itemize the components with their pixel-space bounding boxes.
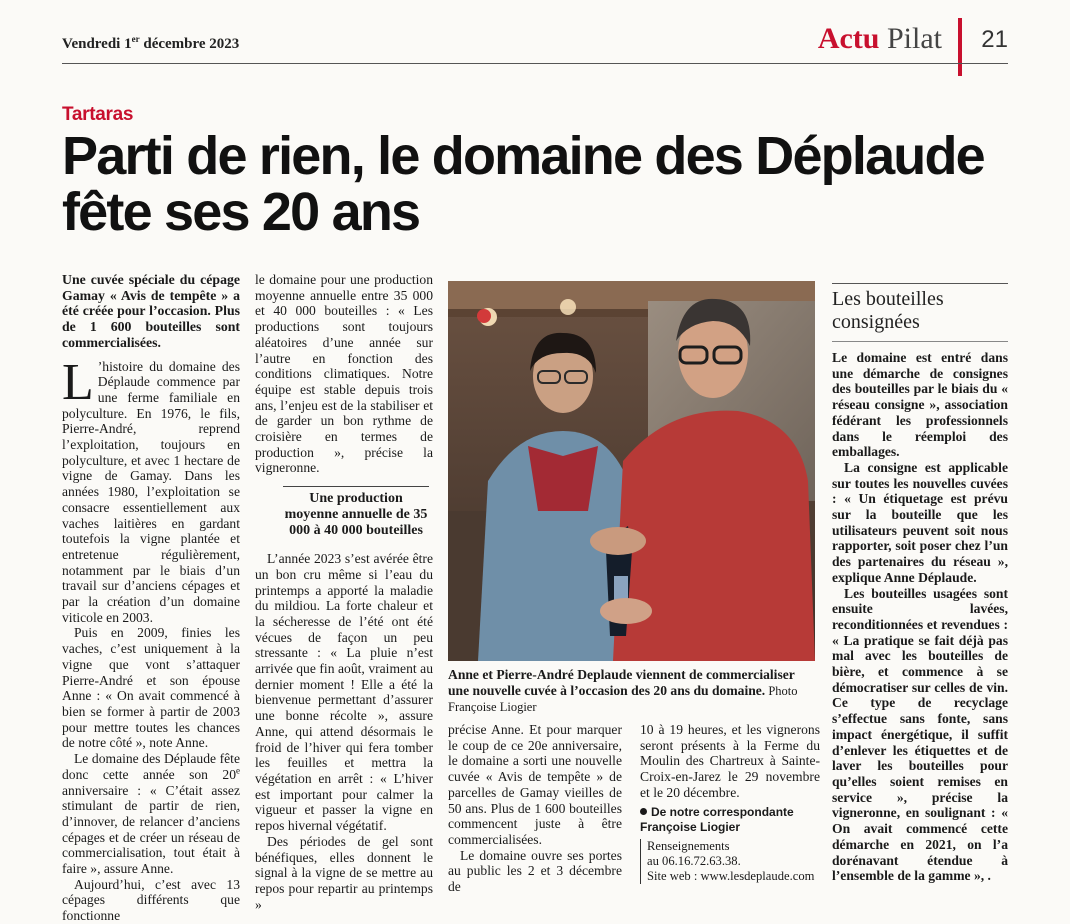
article-photo: [448, 281, 815, 661]
paragraph: Des périodes de gel sont bénéfiques, elles donnent le signal à la vigne de se mettre au repos pour repartir au printemps »: [255, 833, 433, 912]
paragraph: L’année 2023 s’est avérée être un bon cru même si l’eau du printemps a apporté la maladie du mildiou. La forte chaleur et la sécheresse de l’été ont été vécues de façon un peu stressante : « La pluie n’est arrivée que fin août, vraiment au dernier moment ! Elle a été la bienvenue permettant d’assurer une bonne récolte », assure Anne, qui attend désormais le froid de l’hiver qui fera tomber les feuilles et mettra la végétation en arrêt : « L’hiver est important pour calmer la vigueur et passer la vigne en repos hivernal végétatif.: [255, 551, 433, 834]
page-number: 21: [981, 26, 1008, 53]
rubric-actu: Actu: [817, 22, 880, 55]
paragraph: précise Anne. Et pour marquer le coup de ce 20e anniversaire, le domaine a sorti une nouvelle cuvée « Avis de tempête » de parcelles de Gamay vieilles de 50 ans. Plus de 1 600 bouteilles commencent juste à être commercialisées.: [448, 722, 622, 847]
article-kicker: Tartaras: [62, 104, 134, 125]
sidebar-title: Les bouteilles consignées: [832, 288, 944, 333]
paragraph: Puis en 2009, finies les vaches, c’est uniquement à la vigne que vont s’attaquer Pierre-André et son épouse Anne : « On avait commencé à bien se former à partir de 2003 pour mettre toutes les chances de notre côté », note Anne.: [62, 625, 240, 751]
pull-quote: Une production moyenne annuelle de 35 000 à 40 000 bouteilles: [283, 486, 429, 539]
website-link[interactable]: Site web : www.lesdeplaude.com: [647, 868, 815, 883]
article-column-1: [62, 272, 240, 924]
sidebar-title-rule: [832, 341, 1008, 342]
sidebar-paragraph: Le domaine est entré dans une démarche de consignes des bouteilles par le biais du « réseau consigne », association fédérant les professionnels dans le réemploi des emballages.: [832, 350, 1008, 460]
sidebar-top-rule: [832, 283, 1008, 284]
photo-illustration: [448, 281, 815, 661]
article-headline: Parti de rien, le domaine des Déplaude fête ses 20 ans: [62, 126, 984, 242]
header-rule: [62, 63, 1008, 64]
drop-cap: L: [62, 353, 94, 411]
photo-credit: Photo Françoise Liogier: [448, 683, 798, 715]
paragraph: Le domaine ouvre ses portes au public les 2 et 3 décembre de: [448, 847, 622, 895]
paragraph: Aujourd’hui, c’est avec 13 cépages différents que fonctionne: [62, 876, 240, 924]
article-column-4: [640, 722, 820, 884]
paragraph: 10 à 19 heures, et les vignerons seront présents à la Ferme du Moulin des Chartreux à Sainte-Croix-en-Jarez le 29 novembre et le 20 décembre.: [640, 722, 820, 800]
contact-info: Renseignements au 06.16.72.63.38. Site web : www.lesdeplaude.com: [640, 839, 820, 884]
paragraph: le domaine pour une production moyenne annuelle entre 35 000 et 40 000 bouteilles : « Les productions sont toujours aléatoires d’une année sur l’autre en fonction des conditions climatiques. Notre équipe est stable depuis trois ans, l’enjeu est de la stabiliser et de garder un bon rythme de croisière en termes de production », précise la vigneronne.: [255, 272, 433, 476]
bullet-icon: [640, 808, 647, 815]
section-rubric: [818, 22, 942, 56]
issue-date: Vendredi 1er décembre 2023: [62, 34, 240, 52]
sidebar-paragraph: Les bouteilles usagées sont ensuite lavées, reconditionnées et revendues : « La pratique se fait déjà pas mal avec les bouteilles de bière, et commence à se démocratiser sur celles de vin. Ce type de recyclage s’effectue sans fonte, sans impact énergétique, il suffit d’enlever les étiquettes et de laver les bouteilles pour qu’elles soient remises en service », précise la vigneronne, en soulignant : « On avait commencé cette démarche en 2021, on l’a dorénavant étendue à l’ensemble de la gamme », .: [832, 585, 1008, 884]
sidebar-paragraph: La consigne est applicable sur toutes les nouvelles cuvées : « Un étiquetage est prévu sur la bouteille que les utilisateurs peuvent soit nous rapporter, soit poser chez l’un des partenaires du réseau », explique Anne Déplaude.: [832, 459, 1008, 585]
paragraph: L ’histoire du domaine des Déplaude commence par une ferme familiale en polyculture. En 1976, le fils, Pierre-André, reprend l’exploitation, toujours en polyculture, et avec 1 hectare de vigne de Gamay. Dans les années 1980, l’exploitation se consacre essentiellement aux vaches laitières en gardant toutefois la vigne plantée et entretenue régulièrement, notamment par le biais d’un travail sur d’anciens cépages et par la création d’un domaine viticole en 2003.: [62, 353, 240, 625]
article-chapo: Une cuvée spéciale du cépage Gamay « Avis de tempête » a été créée pour l’occasion. Plus de 1 600 bouteilles sont commercialisées.: [62, 272, 240, 350]
article-column-2: [255, 272, 433, 912]
paragraph: Le domaine des Déplaude fête donc cette année son 20e anniversaire : « C’était assez stimulant de partir de rien, d’innover, de relancer d’anciens cépages et de créer un réseau de commercialisation, tout était à faire », assure Anne.: [62, 751, 240, 877]
photo-caption: Anne et Pierre-André Deplaude viennent de commercialiser une nouvelle cuvée à l’occasion des 20 ans du domaine. Photo Françoise Liogier: [448, 667, 798, 715]
byline: De notre correspondante Françoise Liogier: [640, 804, 794, 834]
article-column-3: [448, 722, 622, 895]
header-accent-bar: [958, 18, 962, 76]
page-header: [62, 18, 1008, 74]
rubric-pilat: Pilat: [879, 22, 942, 55]
sidebar-body: [832, 350, 1008, 884]
